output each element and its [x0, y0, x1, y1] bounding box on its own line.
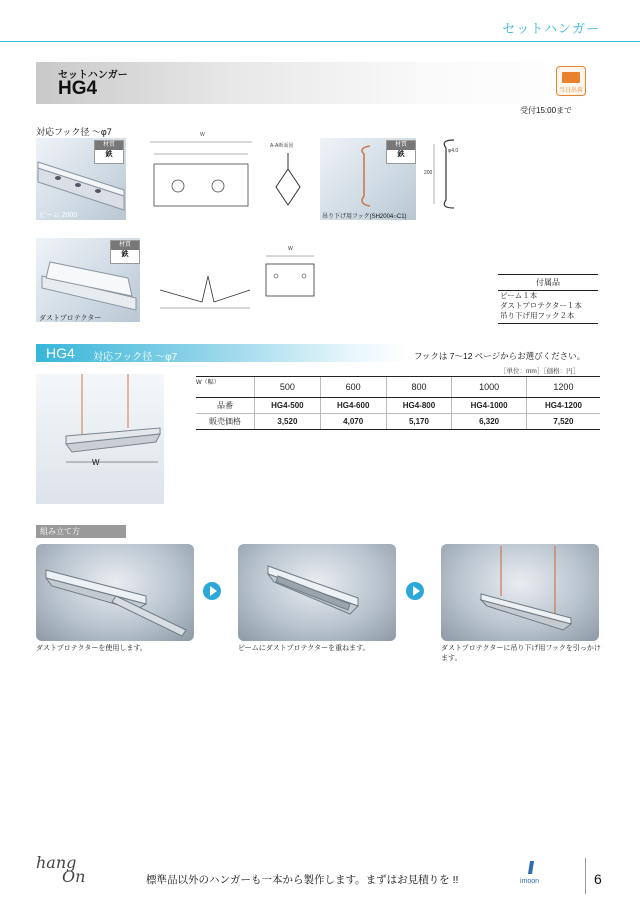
- brand-mark-icon: [520, 860, 548, 876]
- beam-technical-drawing: [140, 134, 260, 220]
- assembly-step-3-photo: [441, 544, 599, 641]
- row-label: 品番: [196, 398, 255, 414]
- protector-width-label: W: [288, 246, 293, 252]
- hook-caption: 吊り下げ用フック(SH2004○C1): [322, 214, 407, 220]
- price: 3,520: [255, 414, 321, 430]
- section-model: HG4: [46, 345, 75, 361]
- assembly-step-2-caption: ビームにダストプロテクターを重ねます。: [238, 645, 370, 652]
- size-header: 500: [255, 377, 321, 398]
- accessory-item: ビーム１本: [500, 291, 538, 300]
- beam-photo: [36, 138, 126, 220]
- same-day-shipping-icon: [556, 66, 586, 96]
- part-number: HG4-500: [255, 398, 321, 414]
- part-number: HG4-1000: [452, 398, 527, 414]
- order-deadline: 受付15:00まで: [520, 106, 573, 115]
- protector-front-drawing: [156, 262, 252, 316]
- accessory-item: 吊り下げ用フック２本: [500, 311, 575, 320]
- protector-plan: [262, 246, 318, 302]
- hook-height-dim: 200: [424, 170, 433, 176]
- accessories-bottom-rule: [498, 323, 598, 324]
- size-row: [196, 377, 600, 398]
- footer-slogan: 標準品以外のハンガーも一本から製作します。まずはお見積りを !!: [146, 874, 459, 886]
- section-hook-diameter: 対応フック径 〜φ7: [93, 352, 178, 363]
- part-number: HG4-600: [320, 398, 386, 414]
- table-row: [196, 398, 600, 414]
- price: 6,320: [452, 414, 527, 430]
- size-header: 1000: [452, 377, 527, 398]
- product-subtitle: セットハンガー: [58, 70, 128, 81]
- material-header: 材質: [111, 241, 139, 250]
- size-header: 600: [320, 377, 386, 398]
- material-value: 鉄: [397, 151, 405, 158]
- footer-divider: [585, 858, 586, 894]
- step-1-illustration: [36, 544, 194, 641]
- material-value: 鉄: [121, 251, 129, 258]
- beam-drawing-width-label: W: [200, 132, 205, 138]
- size-header: 800: [386, 377, 452, 398]
- hanger-photo: [36, 374, 164, 504]
- accessories-heading: 付属品: [498, 274, 598, 291]
- corner-header: W（幅）: [196, 377, 255, 398]
- beam-caption: ビーム 2000: [39, 212, 78, 219]
- next-step-arrow-icon: [406, 582, 424, 600]
- logo-line-2: On: [62, 867, 86, 886]
- protector-material-box: [110, 240, 140, 264]
- hook-photo: [320, 138, 416, 220]
- header-divider: [0, 41, 640, 42]
- price: 5,170: [386, 414, 452, 430]
- header-title: セットハンガー: [502, 21, 600, 36]
- assembly-heading-tag: [36, 525, 126, 538]
- accessories-table: [498, 274, 598, 324]
- table-row: [196, 414, 600, 430]
- protector-top-drawing: [262, 246, 318, 302]
- step-3-illustration: [441, 544, 599, 641]
- hangon-logo: [36, 853, 86, 886]
- step-2-illustration: [238, 544, 396, 641]
- part-number: HG4-1200: [526, 398, 600, 414]
- assembly-heading: 組み立て方: [40, 527, 80, 536]
- spec-table: [196, 376, 600, 430]
- section-shape: [270, 149, 306, 211]
- assembly-step-3-caption: ダストプロテクターに吊り下げ用フックを引っかけます。: [441, 645, 601, 662]
- protector-photo: [36, 238, 140, 322]
- hook-reference-note: フックは 7〜12 ページからお選びください。: [414, 351, 586, 361]
- hook-diameter-dim: φ4.0: [448, 148, 459, 154]
- hanger-illustration: [36, 374, 164, 504]
- truck-icon: [562, 72, 580, 83]
- protector-caption: ダストプロテクター: [39, 315, 102, 322]
- material-header: 材質: [95, 141, 123, 150]
- material-header: 材質: [387, 141, 415, 150]
- section-label: A-A断面図: [270, 143, 294, 149]
- unit-note: ［単位：mm］［価格：円］: [500, 368, 580, 375]
- brand-logo: [520, 860, 548, 885]
- hanger-width-label: W: [92, 458, 100, 467]
- material-value: 鉄: [105, 151, 113, 158]
- hook-diameter-label: 対応フック径 〜φ7: [36, 127, 112, 137]
- assembly-step-2-photo: [238, 544, 396, 641]
- section-bar: [36, 344, 406, 362]
- price: 7,520: [526, 414, 600, 430]
- accessory-item: ダストプロテクター１本: [500, 301, 582, 310]
- price: 4,070: [320, 414, 386, 430]
- next-step-arrow-icon: [203, 582, 221, 600]
- shipping-label: 当日出荷: [558, 88, 583, 94]
- beam-drawing: [140, 134, 260, 220]
- logo-line-1: hang: [36, 853, 77, 872]
- hook-drawing: [420, 134, 468, 216]
- protector-v-shape: [156, 262, 252, 316]
- brand-name: imoon: [520, 878, 540, 885]
- assembly-step-1-photo: [36, 544, 194, 641]
- hook-material-box: [386, 140, 416, 164]
- beam-material-box: [94, 140, 124, 164]
- assembly-step-1-caption: ダストプロテクターを使用します。: [36, 645, 147, 652]
- row-label: 販売価格: [196, 414, 255, 430]
- page-number: 6: [594, 871, 602, 887]
- part-number: HG4-800: [386, 398, 452, 414]
- beam-section-drawing: [270, 142, 306, 214]
- size-header: 1200: [526, 377, 600, 398]
- product-model: HG4: [58, 78, 98, 99]
